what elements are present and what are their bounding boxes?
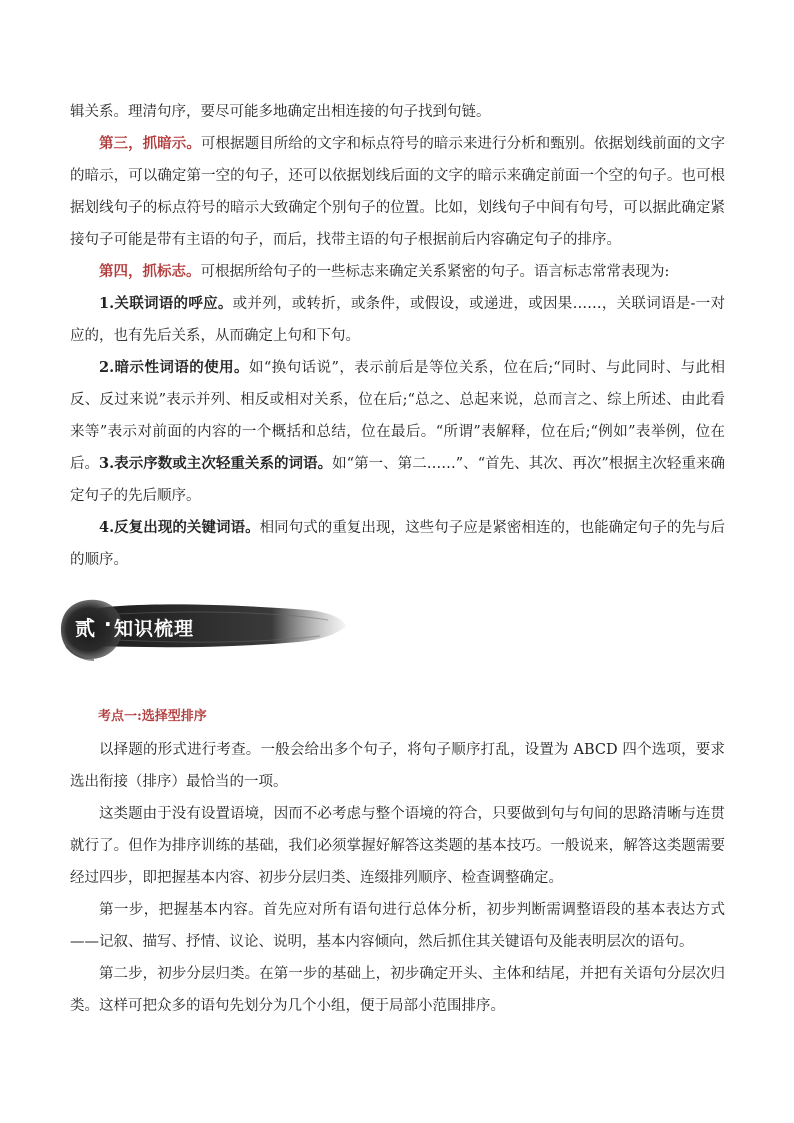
paragraph-item-4 [70, 512, 725, 576]
banner-title: 知识梳理 [114, 618, 195, 640]
paragraph-item-1 [70, 288, 725, 352]
paragraph-third-hint [70, 128, 725, 256]
item-heading: 1.关联词语的呼应。 [99, 295, 233, 312]
paragraph-step-1 [70, 894, 725, 958]
paragraph-text: 可根据所给句子的一些标志来确定关系紧密的句子。语言标志常常表现为: [200, 264, 670, 280]
paragraph-text: 辑关系。理清句序，要尽可能多地确定出相连接的句子找到句链。 [70, 104, 491, 120]
section-label: 第四，抓标志。 [99, 263, 201, 280]
banner-separator: · [104, 612, 112, 636]
paragraph-text: 或并列，或转折，或条件，或假设，或递进，或因果……，关联词语是-一对应的，也有先后关系，从而确定上句和下句。 [70, 296, 725, 344]
paragraph-text: 如“换句话说”，表示前后是等位关系，位在后;“同时、与此同时、与此相反、反过来说”表示并列、相反或相对关系，位在后;“总之、总起来说，总而言之、综上所述、由此看来等”表示对前面的内容的一个概括和总结，位在最后。“所谓”表解释，位在后;“例如”表举例，位在后。 [70, 360, 725, 472]
item-heading: 4.反复出现的关键词语。 [99, 519, 260, 536]
item-heading: 3.表示序数或主次轻重关系的词语。 [99, 455, 333, 472]
paragraph-text: 这类题由于没有设置语境，因而不必考虑与整个语境的符合，只要做到句与句间的思路清晰与连贯就行了。但作为排序训练的基础，我们必须掌握好解答这类题的基本技巧。一般说来，解答这类题需要经过四步，即把握基本内容、初步分层归类、连缀排列顺序、检查调整确定。 [70, 806, 725, 886]
section-label: 第三，抓暗示。 [99, 135, 201, 152]
paragraph-text: 如“第一、第二……”、“首先、其次、再次”根据主次轻重来确定句子的先后顺序。 [70, 456, 726, 504]
paragraph-continuation [70, 96, 725, 128]
paragraph-fourth-marker [70, 256, 725, 288]
paragraph-text: 以择题的形式进行考查。一般会给出多个句子，将句子顺序打乱，设置为 ABCD 四个选项，要求选出衔接（排序）最恰当的一项。 [70, 742, 725, 790]
paragraph-text: 可根据题目所给的文字和标点符号的暗示来进行分析和甄别。依据划线前面的文字的暗示，可以确定第一空的句子，还可以依据划线后面的文字的暗示来确定前面一个空的句子。也可根据划线句子的标点符号的暗示大致确定个别句子的位置。比如，划线句子中间有句号，可以据此确定紧接句子可能是带有主语的句子，而后，找带主语的句子根据前后内容确定句子的排序。 [70, 136, 726, 248]
exam-point-heading: 考点一:选择型排序 [98, 709, 207, 724]
paragraph-step-2 [70, 958, 725, 1022]
paragraph-item-3 [70, 448, 725, 512]
banner-number: 贰 [75, 616, 95, 640]
paragraph-text: 相同句式的重复出现，这些句子应是紧密相连的，也能确定句子的先与后的顺序。 [70, 520, 725, 568]
paragraph-text: 第二步，初步分层归类。在第一步的基础上，初步确定开头、主体和结尾，并把有关语句分层次归类。这样可把众多的语句先划分为几个小组，便于局部小范围排序。 [70, 966, 725, 1014]
paragraph-method [70, 798, 725, 894]
paragraph-text: 第一步，把握基本内容。首先应对所有语句进行总体分析，初步判断需调整语段的基本表达方式——记叙、描写、抒情、议论、说明，基本内容倾向，然后抓住其关键语句及能表明层次的语句。 [70, 902, 725, 950]
item-heading: 2.暗示性词语的使用。 [99, 359, 249, 376]
paragraph-intro [70, 734, 725, 798]
ink-brush-banner-icon [58, 596, 348, 662]
section-banner [58, 596, 348, 662]
